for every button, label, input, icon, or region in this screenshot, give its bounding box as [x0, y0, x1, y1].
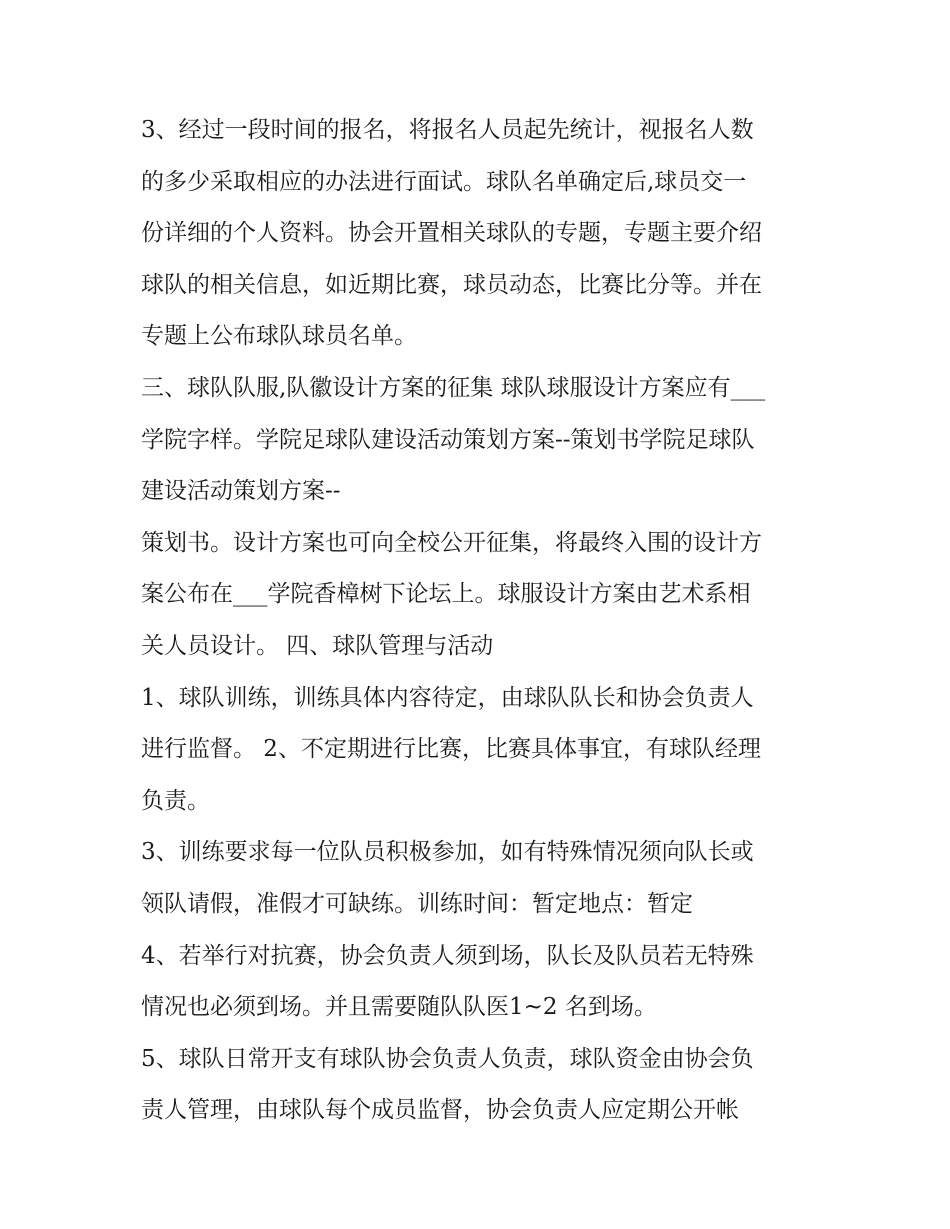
text-line: 学院字样。学院足球队建设活动策划方案--策划书学院足球队: [141, 426, 755, 453]
text-line: 3、训练要求每一位队员积极参加，如有特殊情况须向队长或: [141, 839, 754, 866]
text-line: 1、球队训练，训练具体内容待定，由球队队长和协会负责人: [141, 684, 754, 711]
text-line: 负责。: [141, 787, 210, 814]
document-body: [141, 108, 821, 1140]
text-line: 责人管理，由球队每个成员监督，协会负责人应定期公开帐: [141, 1097, 739, 1124]
text-line: 5、球队日常开支有球队协会负责人负责，球队资金由协会负: [141, 1045, 754, 1072]
text-line: 关人员设计。 四、球队管理与活动: [141, 632, 494, 659]
text-line: 三、球队队服,队徽设计方案的征集 球队球服设计方案应有___: [141, 374, 766, 401]
text-line: 策划书。设计方案也可向全校公开征集，将最终入围的设计方: [141, 529, 762, 556]
text-line: 建设活动策划方案--: [141, 478, 341, 505]
text-line: 情况也必须到场。并且需要随队队医1~2 名到场。: [141, 994, 657, 1021]
text-line: 案公布在___学院香樟树下论坛上。球服设计方案由艺术系相: [141, 581, 751, 608]
text-line: 球队的相关信息，如近期比赛，球员动态，比赛比分等。并在: [141, 271, 762, 298]
text-line: 4、若举行对抗赛，协会负责人须到场，队长及队员若无特殊: [141, 942, 754, 969]
text-line: 份详细的个人资料。协会开置相关球队的专题，专题主要介绍: [141, 220, 762, 247]
text-line: 专题上公布球队球员名单。: [141, 323, 417, 350]
text-line: 的多少采取相应的办法进行面试。球队名单确定后,球员交一: [141, 168, 747, 195]
text-line: 领队请假，准假才可缺练。训练时间：暂定地点：暂定: [141, 890, 693, 917]
text-line: 3、经过一段时间的报名，将报名人员起先统计，视报名人数: [141, 117, 754, 143]
text-line: 进行监督。 2、不定期进行比赛，比赛具体事宜，有球队经理: [141, 736, 761, 763]
